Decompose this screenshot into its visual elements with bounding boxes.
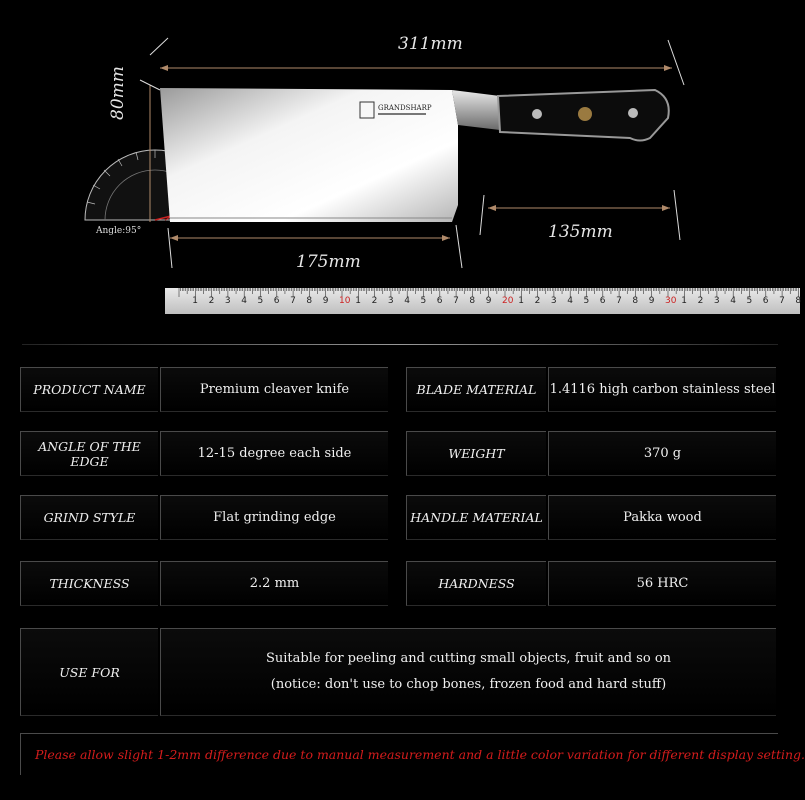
angle-label: Angle:95° [96,226,142,236]
ruler-label: 5 [746,296,753,306]
ruler-label: 5 [583,296,590,306]
ruler-label: 6 [762,296,769,306]
spec-value-product-name: Premium cleaver knife [160,367,388,412]
ruler-label: 2 [534,296,541,306]
spec-value-blade-material: 1.4116 high carbon stainless steel [548,367,776,412]
ruler-label: 7 [616,296,622,306]
spec-label-edge-angle: ANGLE OF THE EDGE [20,431,158,476]
spec-label-weight: WEIGHT [406,431,546,476]
spec-label-grind-style: GRIND STYLE [20,495,158,540]
ruler-label: 3 [713,296,720,306]
ruler-label: 4 [404,296,410,306]
spec-label-handle-material: HANDLE MATERIAL [406,495,546,540]
ruler-label: 1 [518,296,525,306]
spec-label-blade-material: BLADE MATERIAL [406,367,546,412]
spec-label-thickness: THICKNESS [20,561,158,606]
ruler-label: 4 [730,296,736,306]
spec-value-use-for [160,628,776,716]
ruler-label: 9 [322,296,329,306]
spec-value-hardness: 56 HRC [548,561,776,606]
spec-value-edge-angle: 12-15 degree each side [160,431,388,476]
ruler-label: 7 [453,296,459,306]
measurement-disclaimer: Please allow slight 1-2mm difference due to manual measurement and a little color variation for different display setting. [20,733,778,775]
separator-line [22,344,778,345]
ruler-label: 3 [550,296,557,306]
ruler-label: 1 [681,296,688,306]
blade-height-label: 80mm [108,66,128,120]
blade-length-label: 175mm [296,252,361,272]
ruler-label: 1 [355,296,362,306]
spec-value-handle-material: Pakka wood [548,495,776,540]
spec-value-weight: 370 g [548,431,776,476]
ruler-label: 6 [599,296,606,306]
ruler-label: 1 [192,296,199,306]
ruler-label: 8 [469,296,476,306]
ruler-label: 3 [387,296,394,306]
ruler-label: 7 [290,296,296,306]
spec-label-hardness: HARDNESS [406,561,546,606]
ruler-label: 2 [697,296,704,306]
ruler-label: 8 [795,296,802,306]
spec-label-product-name: PRODUCT NAME [20,367,158,412]
spec-value-thickness: 2.2 mm [160,561,388,606]
brand-logo-text: GRANDSHARP [378,104,432,112]
spec-label-use-for: USE FOR [20,628,158,716]
ruler-label: 7 [779,296,785,306]
ruler-label: 9 [485,296,492,306]
ruler-label: 20 [502,296,514,306]
ruler-label: 8 [306,296,313,306]
ruler-label: 6 [273,296,280,306]
handle-length-label: 135mm [548,222,613,242]
use-for-line-2: (notice: don't use to chop bones, frozen food and hard stuff) [270,677,667,692]
ruler-label: 3 [224,296,231,306]
total-length-label: 311mm [398,34,463,54]
use-for-line-1: Suitable for peeling and cutting small objects, fruit and so on [265,651,672,666]
ruler-label: 4 [567,296,573,306]
ruler-label: 5 [257,296,264,306]
ruler-label: 10 [339,296,351,306]
spec-value-grind-style: Flat grinding edge [160,495,388,540]
ruler-label: 2 [371,296,378,306]
ruler-label: 9 [648,296,655,306]
ruler-label: 6 [436,296,443,306]
ruler-label: 4 [241,296,247,306]
ruler-label: 5 [420,296,427,306]
ruler-label: 2 [208,296,215,306]
ruler-label: 30 [665,296,677,306]
ruler-label: 8 [632,296,639,306]
ruler [165,288,800,314]
